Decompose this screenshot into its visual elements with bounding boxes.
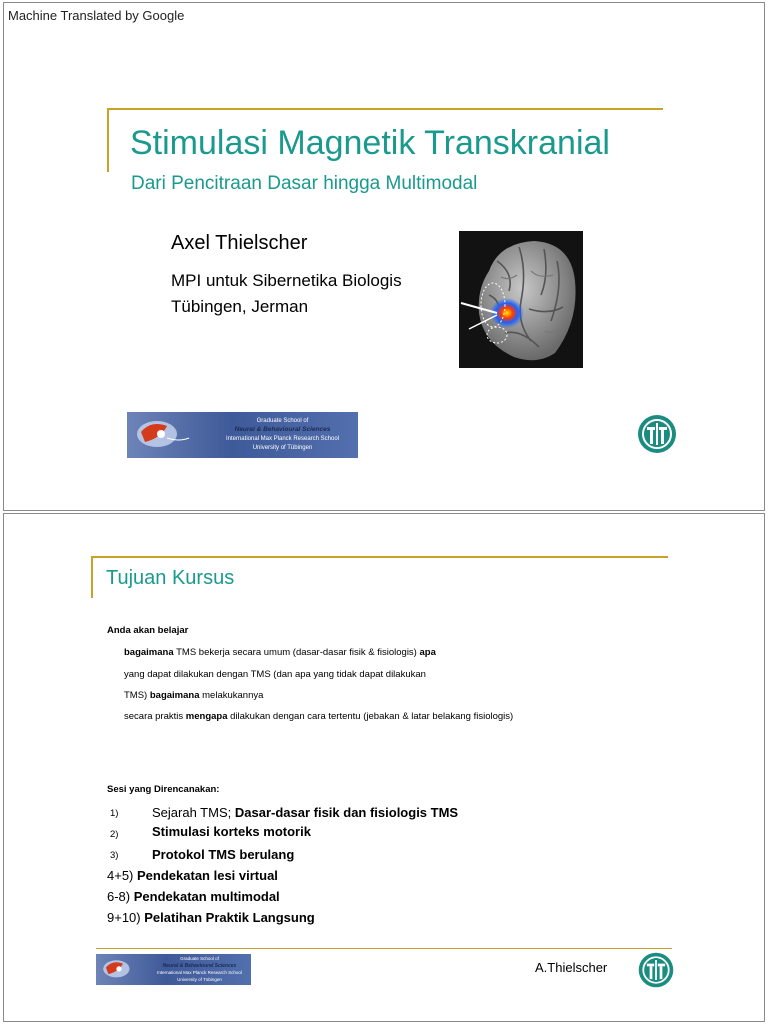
title2-accent-vertical (91, 556, 93, 598)
session-1-num: 1) (110, 808, 119, 819)
footer-university-logo-icon (636, 950, 676, 990)
author-name: Axel Thielscher (171, 232, 308, 254)
session-2-num: 2) (110, 829, 119, 840)
sessions-label: Sesi yang Direncanakan: (107, 784, 220, 795)
bullet-line-2: yang dapat dilakukan dengan TMS (dan apa yang tidak dapat dilakukan (124, 669, 426, 680)
session-2: Stimulasi korteks motorik (152, 824, 311, 839)
footer-banner-line-4: University of Tübingen (177, 977, 222, 982)
intro-text: Anda akan belajar (107, 625, 189, 636)
session-4: 4+5) Pendekatan lesi virtual (107, 868, 278, 883)
banner-line-1: Graduate School of (256, 418, 309, 424)
institution (171, 268, 402, 320)
slide-subtitle: Dari Pencitraan Dasar hingga Multimodal (131, 173, 478, 194)
session-3: Protokol TMS berulang (152, 847, 295, 862)
banner-line-4: University of Tübingen (252, 445, 313, 451)
footer-banner-line-3: International Max Planck Research School (157, 970, 242, 975)
footer-banner-line-2: Neural & Behavioural Sciences (162, 963, 237, 969)
banner-line-2: Neural & Behavioural Sciences (234, 426, 331, 433)
brain-image (459, 231, 583, 368)
title-accent-vertical (107, 108, 109, 172)
footer-banner (96, 954, 251, 985)
bullet-line-1: bagaimana TMS bekerja secara umum (dasar-dasar fisik & fisiologis) apa (124, 647, 436, 658)
graduate-school-banner (127, 412, 358, 458)
bullet-line-4: secara praktis mengapa dilakukan dengan cara tertentu (jebakan & latar belakang fisiologis) (124, 711, 514, 722)
session-3-num: 3) (110, 850, 119, 861)
banner-line-3: International Max Planck Research School (225, 436, 340, 442)
institution-line-2: Tübingen, Jerman (171, 297, 309, 316)
footer-author: A.Thielscher (535, 960, 608, 975)
bullet-line-3: TMS) bagaimana melakukannya (124, 690, 264, 701)
university-logo-icon (635, 413, 679, 455)
session-5: 6-8) Pendekatan multimodal (107, 889, 280, 904)
footer-rule (96, 948, 672, 949)
institution-line-1: MPI untuk Sibernetika Biologis (171, 271, 402, 290)
footer-banner-line-1: Graduate School of (180, 956, 219, 961)
session-1: Sejarah TMS; Dasar-dasar fisik dan fisiologis TMS (152, 805, 459, 820)
title2-accent-horizontal (91, 556, 668, 558)
session-6: 9+10) Pelatihan Praktik Langsung (107, 910, 315, 925)
slide-title: Stimulasi Magnetik Transkranial (130, 124, 610, 162)
title-accent-horizontal (107, 108, 663, 110)
machine-translated-label: Machine Translated by Google (8, 8, 185, 23)
slide2-title: Tujuan Kursus (106, 567, 235, 589)
